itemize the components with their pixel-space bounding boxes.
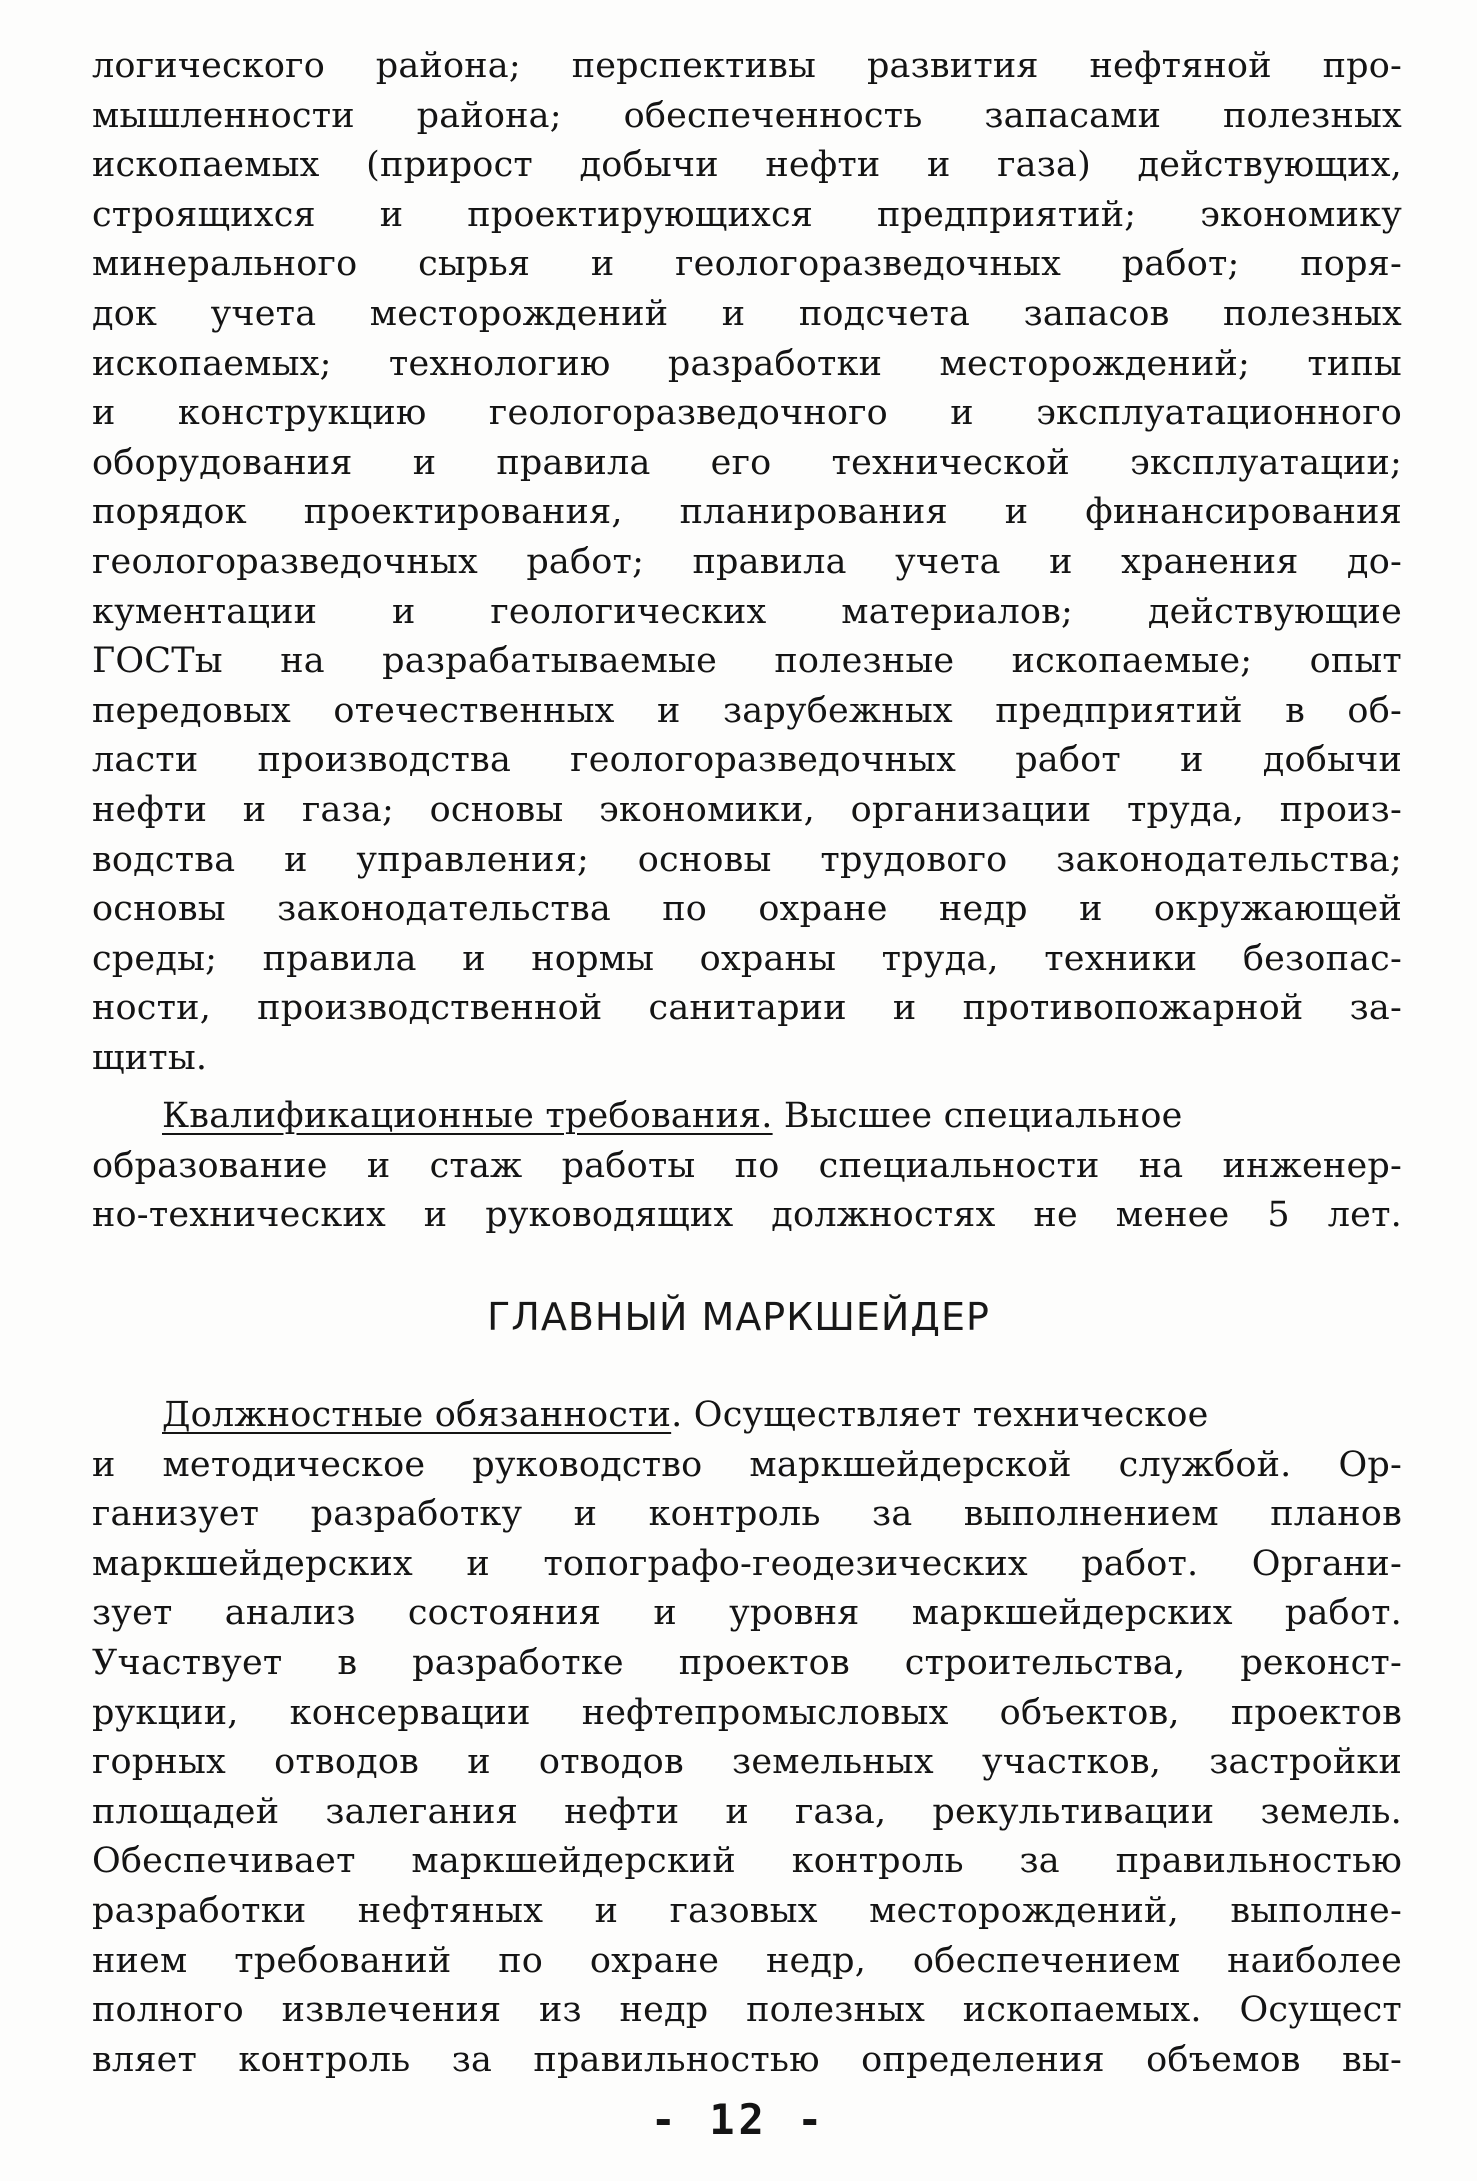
duties-label: Должностные обязанности: [162, 1395, 672, 1435]
text-line: строящихся и проектирующихся предприятий; экономику: [92, 194, 1402, 235]
text-line: передовых отечественных и зарубежных предприятий в об-: [92, 690, 1402, 731]
text-line: кументации и геологических материалов; действующие: [92, 591, 1402, 632]
text-line: рукции, консервации нефтепромысловых объектов, проектов: [92, 1692, 1402, 1733]
text-line: ности, производственной санитарии и противопожарной за-: [92, 988, 1402, 1029]
text-line: зует анализ состояния и уровня маркшейдерских работ.: [92, 1593, 1402, 1634]
text-line: маркшейдерских и топографо-геодезических работ. Органи-: [92, 1543, 1402, 1584]
qualification-line: [92, 1092, 1402, 1142]
text-line: логического района; перспективы развития нефтяной про-: [92, 46, 1402, 86]
text-line: образование и стаж работы по специальности на инженер-: [92, 1145, 1402, 1186]
text-line: ископаемых (прирост добычи нефти и газа) действующих,: [92, 145, 1402, 186]
page-number: - 12 -: [650, 2095, 827, 2144]
qualification-text: Высшее специальное: [772, 1096, 1183, 1136]
text-line: полного извлечения из недр полезных ископаемых. Осущест: [92, 1990, 1402, 2031]
text-line: нефти и газа; основы экономики, организации труда, произ-: [92, 789, 1402, 830]
duties-line: [92, 1391, 1402, 1441]
text-line: вляет контроль за правильностью определения объемов вы-: [92, 2039, 1402, 2080]
duties-text: . Осуществляет техническое: [671, 1395, 1209, 1435]
text-line: мышленности района; обеспеченность запасами полезных: [92, 95, 1402, 136]
text-line: основы законодательства по охране недр и окружающей: [92, 889, 1402, 930]
text-line: ганизует разработку и контроль за выполнением планов: [92, 1494, 1402, 1535]
text-line: и методическое руководство маркшейдерской службой. Ор-: [92, 1444, 1402, 1485]
text-line: нием требований по охране недр, обеспечением наиболее: [92, 1940, 1402, 1981]
paragraph-qualification: [92, 1092, 1402, 1241]
text-line: оборудования и правила его технической эксплуатации;: [92, 442, 1402, 483]
text-line: водства и управления; основы трудового законодательства;: [92, 839, 1402, 880]
text-line: щиты.: [92, 1037, 208, 1078]
text-line: Обеспечивает маркшейдерский контроль за правильностью: [92, 1841, 1402, 1882]
section-title: ГЛАВНЫЙ МАРКШЕЙДЕР: [487, 1295, 990, 1339]
qualification-label: Квалификационные требования.: [162, 1096, 773, 1136]
text-line: ГОСТы на разрабатываемые полезные ископаемые; опыт: [92, 641, 1402, 682]
paragraph-duties: [92, 1391, 1402, 2085]
text-line: площадей залегания нефти и газа, рекультивации земель.: [92, 1791, 1402, 1832]
text-line: ласти производства геологоразведочных работ и добычи: [92, 740, 1402, 781]
text-line: минерального сырья и геологоразведочных работ; поря-: [92, 244, 1402, 285]
text-line: среды; правила и нормы охраны труда, техники безопас-: [92, 938, 1402, 979]
text-line: порядок проектирования, планирования и финансирования: [92, 492, 1402, 533]
paragraph-requirements-knowledge: [92, 42, 1402, 1083]
text-line: и конструкцию геологоразведочного и эксплуатационного: [92, 393, 1402, 434]
text-line: разработки нефтяных и газовых месторождений, выполне-: [92, 1890, 1402, 1931]
text-line: док учета месторождений и подсчета запасов полезных: [92, 293, 1402, 334]
text-line: горных отводов и отводов земельных участков, застройки: [92, 1742, 1402, 1783]
text-line: геологоразведочных работ; правила учета и хранения до-: [92, 541, 1402, 582]
text-line: но-технических и руководящих должностях не менее 5 лет.: [92, 1195, 1402, 1236]
text-line: ископаемых; технологию разработки месторождений; типы: [92, 343, 1402, 384]
text-line: Участвует в разработке проектов строительства, реконст-: [92, 1642, 1402, 1683]
